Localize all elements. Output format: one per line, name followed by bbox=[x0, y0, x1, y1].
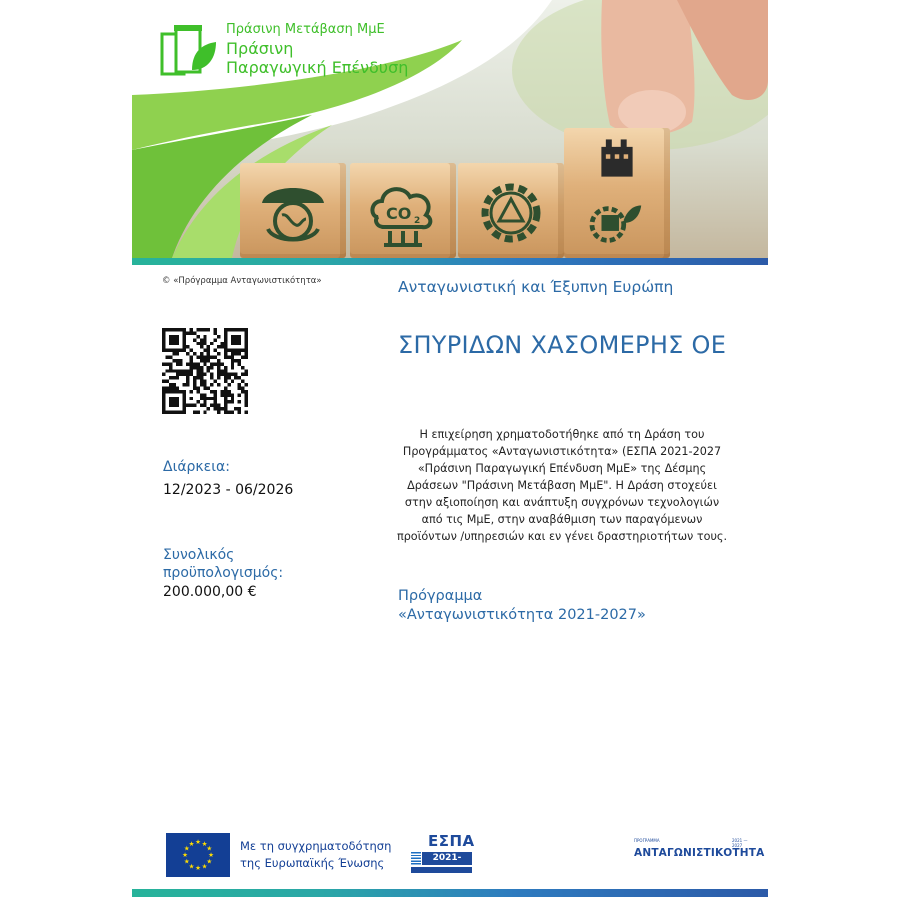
eu-star-icon: ★ bbox=[201, 839, 208, 848]
espa-word: ΕΣΠΑ bbox=[428, 832, 475, 850]
logo-title-line2: Παραγωγική Επένδυση bbox=[226, 58, 409, 77]
eu-star-icon: ★ bbox=[195, 864, 201, 873]
duration-value: 12/2023 - 06/2026 bbox=[163, 482, 294, 498]
bottom-color-band bbox=[132, 889, 768, 897]
eu-star-icon: ★ bbox=[201, 862, 208, 871]
green-factory-gear-icon bbox=[584, 188, 646, 250]
image-copyright: © «Πρόγραμμα Ανταγωνιστικότητα» bbox=[162, 276, 322, 286]
espa-years: 2021- bbox=[422, 852, 472, 865]
espa-logo bbox=[408, 832, 474, 878]
cube-factory bbox=[564, 128, 670, 258]
top-color-band bbox=[132, 258, 768, 265]
eu-star-icon: ★ bbox=[195, 838, 201, 847]
eu-cofunding-line2: της Ευρωπαϊκής Ένωσης bbox=[240, 856, 385, 870]
company-name: ΣΠΥΡΙΔΩΝ ΧΑΣΟΜΕΡΗΣ ΟΕ bbox=[398, 331, 727, 359]
co2-icon bbox=[364, 173, 442, 251]
svg-text:CO: CO bbox=[386, 204, 412, 223]
budget-value: 200.000,00 € bbox=[163, 584, 257, 600]
greek-flag-icon bbox=[411, 852, 421, 865]
project-description: Η επιχείρηση χρηματοδοτήθηκε από τη Δράση του Προγράμματος «Ανταγωνιστικότητα» (ΕΣΠΑ 2021-2027 «Πράσινη Παραγωγική Επένδυση ΜμΕ» της Δέσμης Δράσεων "Πράσινη Μετάβαση ΜμΕ". Η Δράση στοχεύει στην αξιοποίηση και ανάπτυξη συγχρόνων τεχνολογιών από τις ΜμΕ, στην αναβάθμιση των παραγόμενων προϊόντων /υπηρεσιών και εν γένει δραστηριοτήτων τους. bbox=[396, 428, 728, 543]
logo-documents-leaf-icon bbox=[158, 24, 218, 78]
qr-code-icon[interactable] bbox=[162, 328, 248, 414]
umbrella-earth-icon bbox=[254, 173, 332, 251]
recycle-gear-icon bbox=[472, 173, 550, 251]
anta-logo bbox=[632, 838, 765, 868]
cube-umbrella bbox=[240, 163, 346, 258]
poster bbox=[132, 0, 768, 900]
svg-text:2: 2 bbox=[414, 216, 421, 226]
eu-star-icon: ★ bbox=[206, 844, 213, 853]
eu-star-icon: ★ bbox=[183, 857, 190, 866]
espa-subtitle-bar bbox=[411, 867, 472, 873]
anta-word: ΑΝΤΑΓΩΝΙΣΤΙΚΟΤΗΤΑ bbox=[634, 847, 765, 859]
cube-co2 bbox=[350, 163, 456, 258]
eu-star-icon: ★ bbox=[182, 851, 188, 860]
eu-star-icon: ★ bbox=[206, 857, 213, 866]
cube-recycle bbox=[458, 163, 564, 258]
program-name: «Ανταγωνιστικότητα 2021-2027» bbox=[398, 607, 646, 623]
tagline: Ανταγωνιστική και Έξυπνη Ευρώπη bbox=[398, 278, 674, 296]
eu-cofunding-line1: Με τη συγχρηματοδότηση bbox=[240, 839, 392, 853]
duration-label: Διάρκεια: bbox=[163, 459, 230, 475]
logo-title-line1: Πράσινη bbox=[226, 39, 294, 58]
hero-image bbox=[132, 0, 768, 258]
eu-star-icon: ★ bbox=[183, 844, 190, 853]
eu-star-icon: ★ bbox=[188, 839, 195, 848]
factory-icon bbox=[588, 132, 646, 190]
anta-years: 2021 — 2027 bbox=[732, 838, 748, 848]
budget-label: Συνολικός προϋπολογισμός: bbox=[163, 547, 284, 581]
logo-small-text: Πράσινη Μετάβαση ΜμΕ bbox=[226, 22, 385, 37]
anta-small-label: ΠΡΟΓΡΑΜΜΑ bbox=[634, 838, 660, 843]
program-label: Πρόγραμμα bbox=[398, 588, 483, 604]
program-logo bbox=[158, 20, 448, 82]
eu-flag-icon bbox=[166, 833, 230, 877]
eu-star-icon: ★ bbox=[188, 862, 195, 871]
eu-star-icon: ★ bbox=[208, 851, 214, 860]
